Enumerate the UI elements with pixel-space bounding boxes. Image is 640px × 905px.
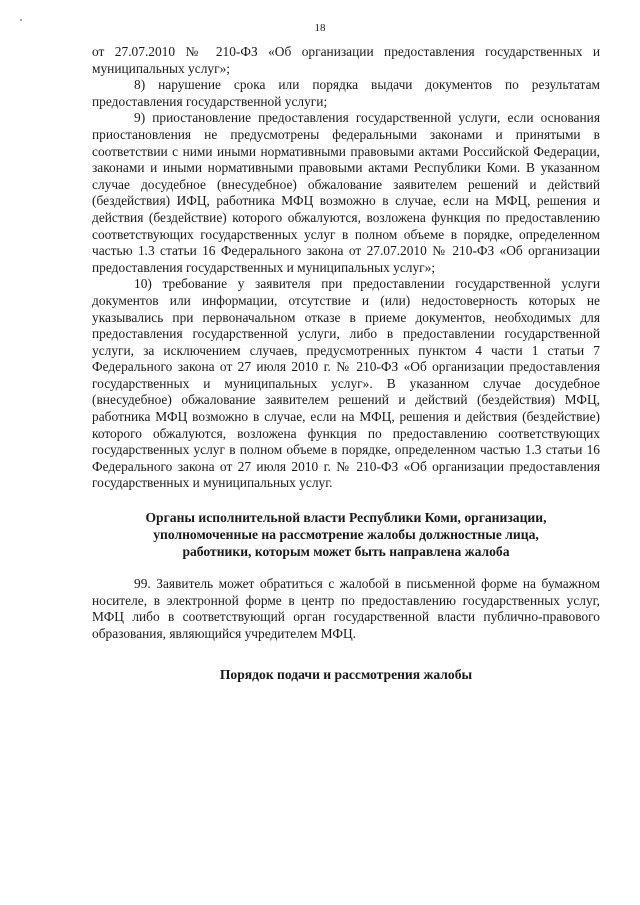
list-item-10: 10) требование у заявителя при предоставлении государственной услуги документов или информации, отсутствие и (или) недостоверность которых не указывались при первоначальном отказе в приеме документов, необходимых для предоставления государственной услуги, либо в предоставлении государственной услуги, за исключением случаев, предусмотренных пунктом 4 части 1 статьи 7 Федерального закона от 27 июля 2010 г. № 210-ФЗ «Об организации предоставления государственных и муниципальных услуг». В указанном случае досудебное (внесудебное) обжалование заявителем решений и действий (бездействия) МФЦ, работника МФЦ возможно в случае, если на МФЦ, решения и действия (бездействие) которого обжалуются, возложена функция по предоставлению соответствующих государственных услуг в полном объеме в порядке, определенном частью 1.3 статьи 16 Федерального закона от 27 июля 2010 г. № 210-ФЗ «Об организации предоставления государственных и муниципальных услуг. [92, 276, 600, 491]
section-heading-complaint-bodies [92, 509, 600, 560]
section-heading-line: работники, которым может быть направлена жалоба [182, 544, 510, 560]
list-item-9: 9) приостановление предоставления государственной услуги, если основания приостановления не предусмотрены федеральными законами и принятыми в соответствии с ними иными нормативными правовыми актами Российской Федерации, законами и иными нормативными правовыми актами Республики Коми. В указанном случае досудебное (внесудебное) обжалование заявителем решений и действий (бездействия) ИФЦ, работника МФЦ возможно в случае, если на МФЦ, решения и действия (бездействие) которого обжалуются, возложена функция по предоставлению соответствующих государственных услуг в полном объеме в порядке, определенном частью 1.3 статьи 16 Федерального закона от 27.07.2010 № 210-ФЗ «Об организации предоставления государственных и муниципальных услуг»; [92, 110, 600, 275]
scan-artifact [20, 19, 22, 21]
document-body [92, 44, 600, 683]
section-heading-complaint-procedure: Порядок подачи и рассмотрения жалобы [219, 667, 473, 683]
list-item-8: 8) нарушение срока или порядка выдачи документов по результатам предоставления государственной услуги; [92, 77, 600, 109]
paragraph-99: 99. Заявитель может обратиться с жалобой в письменной форме на бумажном носителе, в электронной форме в центр по предоставлению государственных услуг, МФЦ либо в соответствующий орган государственной власти публично-правового образования, являющийся учредителем МФЦ. [92, 576, 600, 641]
paragraph-continuation: от 27.07.2010 № 210-ФЗ «Об организации предоставления государственных и муниципальных услуг»; [92, 44, 600, 76]
section-heading-line: уполномоченные на рассмотрение жалобы должностные лица, [153, 527, 539, 543]
page-number: 18 [314, 22, 326, 34]
section-heading-line: Органы исполнительной власти Республики Коми, организации, [145, 510, 547, 526]
